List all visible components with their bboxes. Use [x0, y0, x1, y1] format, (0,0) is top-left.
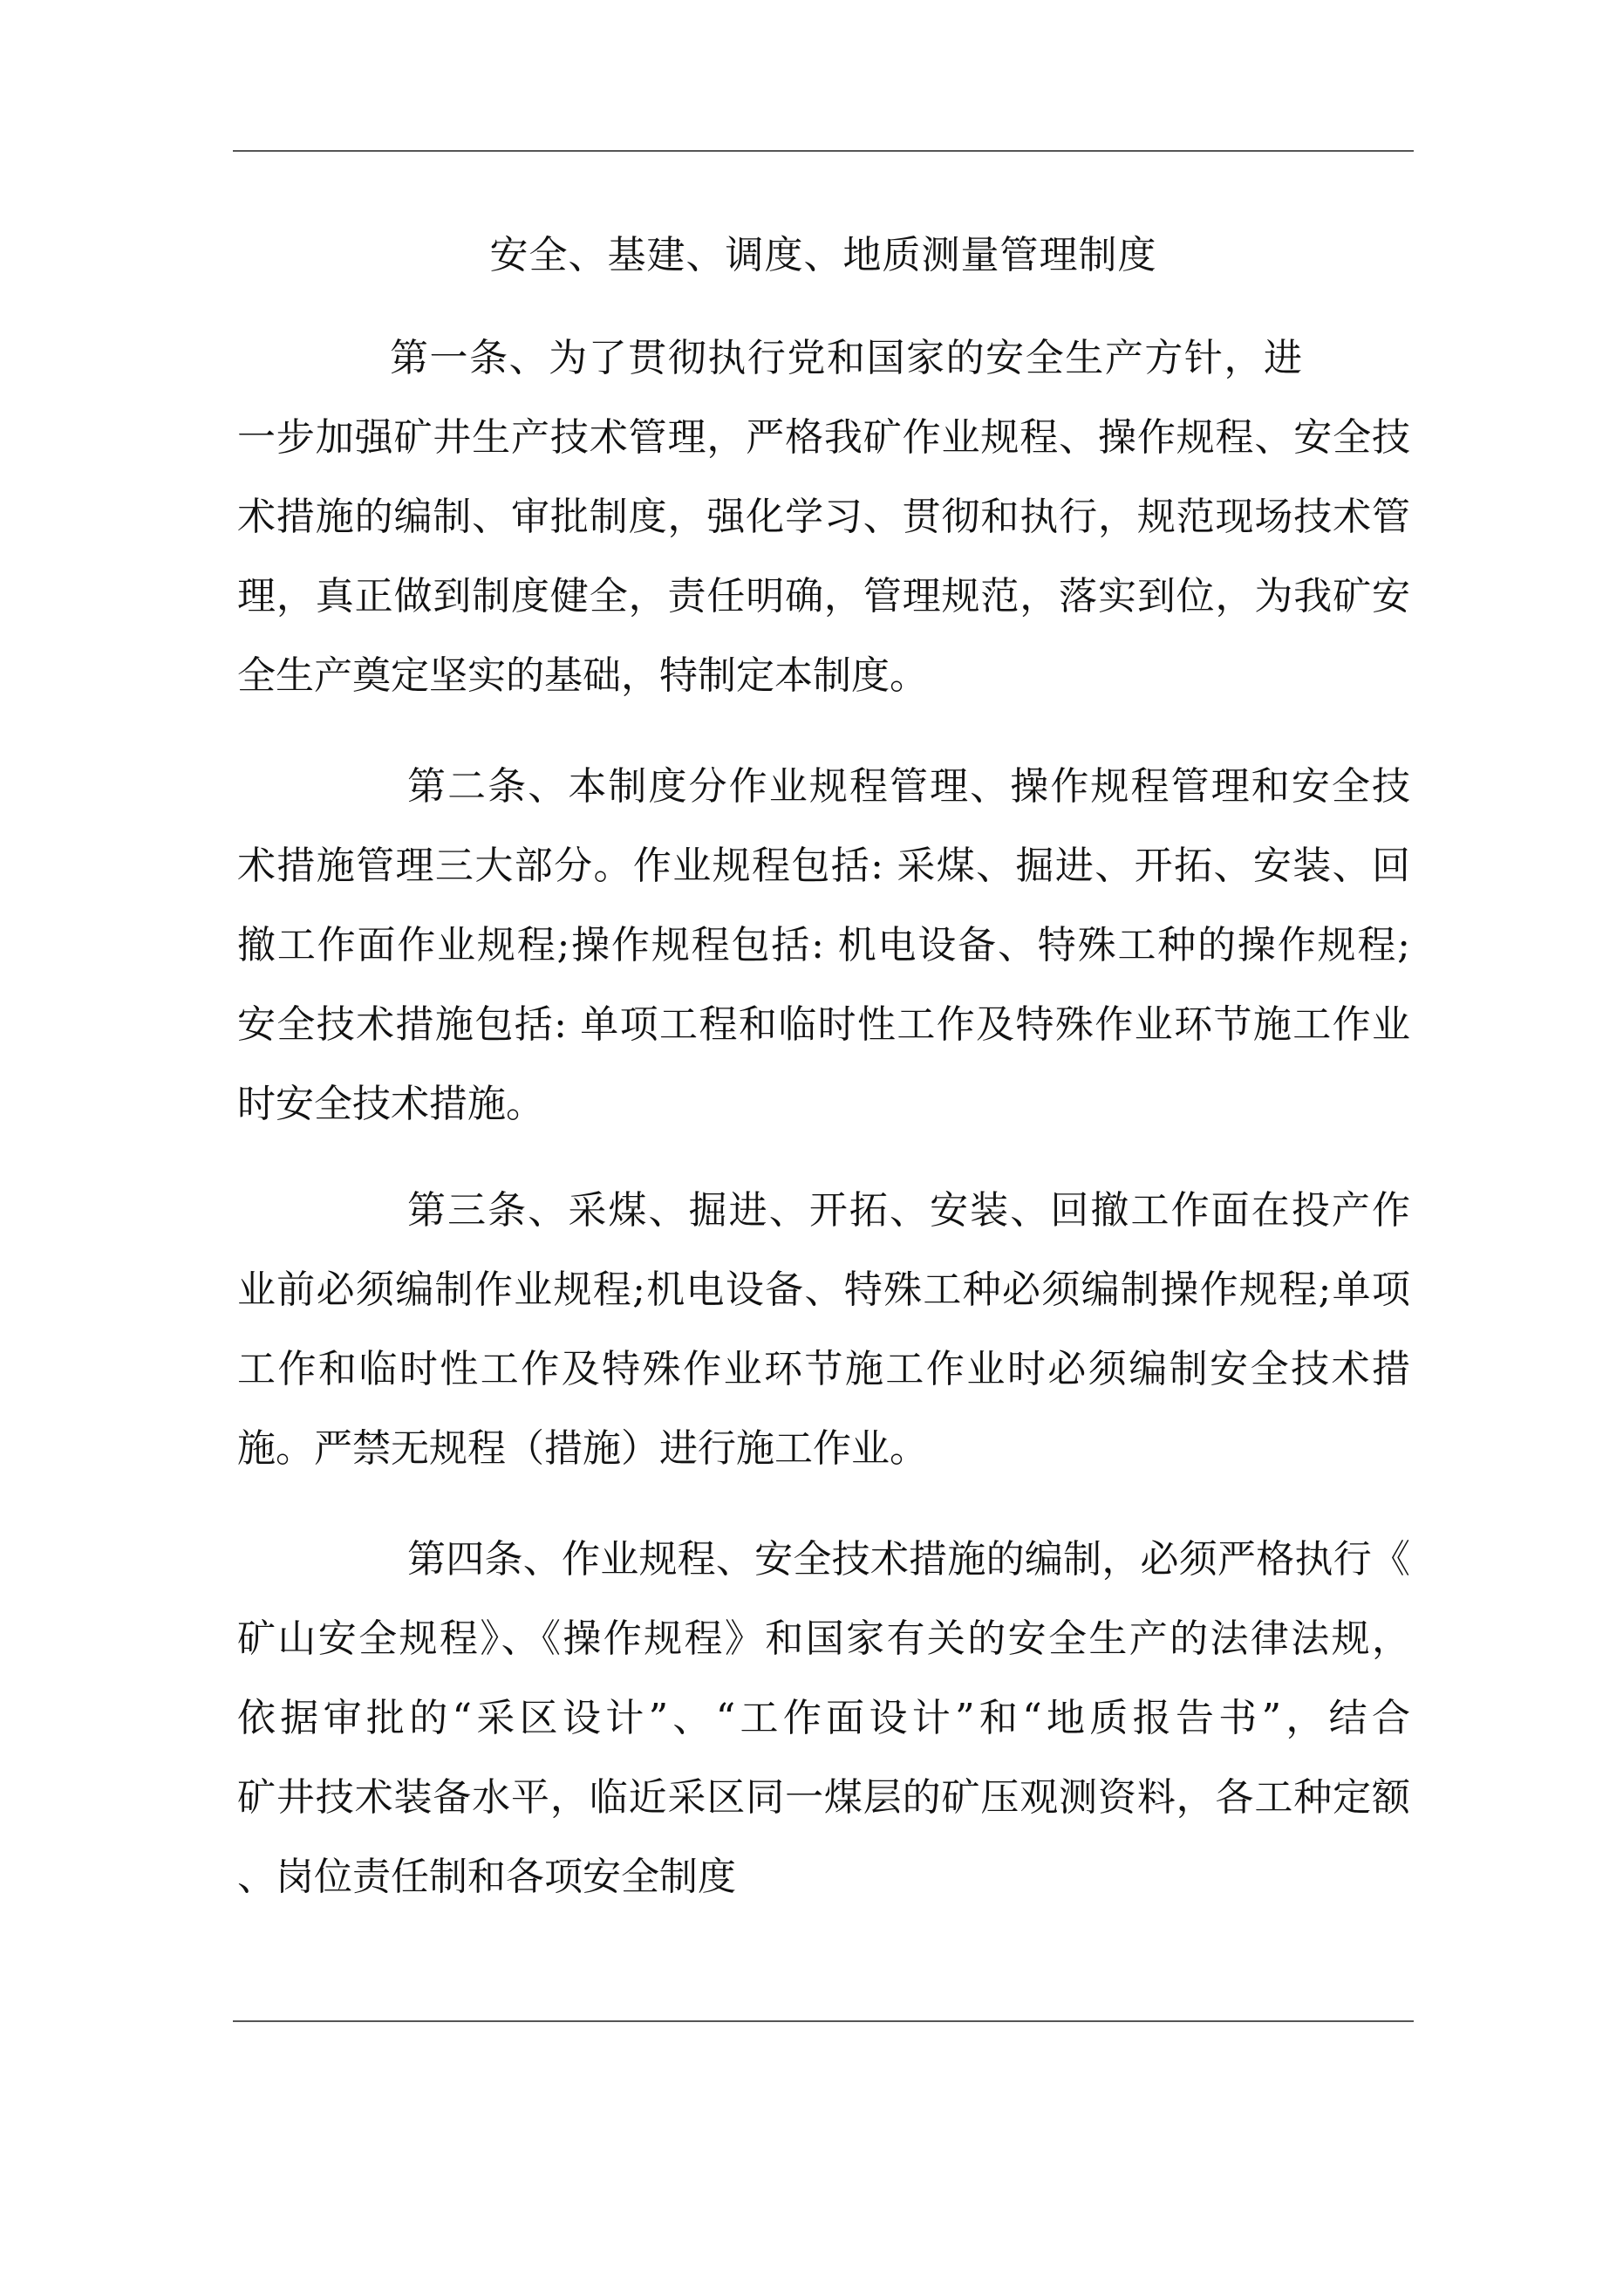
article-2-line-1: 第二条、本制度分作业规程管理、操作规程管理和安全技	[407, 764, 1410, 809]
article-1-line-5: 全生产奠定坚实的基础，特制定本制度。	[237, 653, 928, 698]
article-2-line-4: 安全技术措施包括: 单项工程和临时性工作及特殊作业环节施工作业	[237, 1002, 1410, 1047]
article-3-line-3: 工作和临时性工作及特殊作业环节施工作业时必须编制安全技术措	[237, 1347, 1410, 1391]
article-4-line-2: 矿山安全规程》、《操作规程》和国家有关的安全生产的法律法规，	[237, 1616, 1410, 1661]
article-3-line-4: 施。严禁无规程（措施）进行施工作业。	[237, 1426, 928, 1471]
document-title: 安全、基建、调度、地质测量管理制度	[489, 233, 1157, 277]
article-1-line-4: 理，真正做到制度健全，责任明确，管理规范，落实到位，为我矿安	[237, 574, 1410, 618]
article-4-line-4: 矿井技术装备水平，临近采区同一煤层的矿压观测资料，各工种定额	[237, 1775, 1410, 1820]
article-2-line-5: 时安全技术措施。	[237, 1082, 544, 1126]
article-1-line-3: 术措施的编制、审批制度，强化学习、贯彻和执行，规范现场技术管	[237, 495, 1410, 539]
footer-rule	[233, 2020, 1414, 2022]
article-2-line-2: 术措施管理三大部分。作业规程包括: 采煤、掘进、开拓、安装、回	[237, 844, 1410, 888]
article-1-line-1: 第一条、为了贯彻执行党和国家的安全生产方针，进	[390, 336, 1302, 380]
article-3-line-2: 业前必须编制作业规程;机电设备、特殊工种必须编制操作规程;单项	[237, 1268, 1410, 1312]
article-4-line-1: 第四条、作业规程、安全技术措施的编制，必须严格执行《	[407, 1537, 1410, 1582]
article-4-line-3: 依据审批的“采区设计”、“工作面设计”和“地质报告书”，结合	[237, 1696, 1410, 1740]
article-1-line-2: 一步加强矿井生产技术管理，严格我矿作业规程、操作规程、安全技	[237, 415, 1410, 460]
article-2-line-3: 撤工作面作业规程;操作规程包括: 机电设备、特殊工种的操作规程;	[237, 923, 1410, 967]
article-3-line-1: 第三条、采煤、掘进、开拓、安装、回撤工作面在投产作	[407, 1188, 1410, 1233]
article-4-line-5: 、岗位责任制和各项安全制度	[237, 1855, 736, 1899]
header-rule	[233, 150, 1414, 152]
